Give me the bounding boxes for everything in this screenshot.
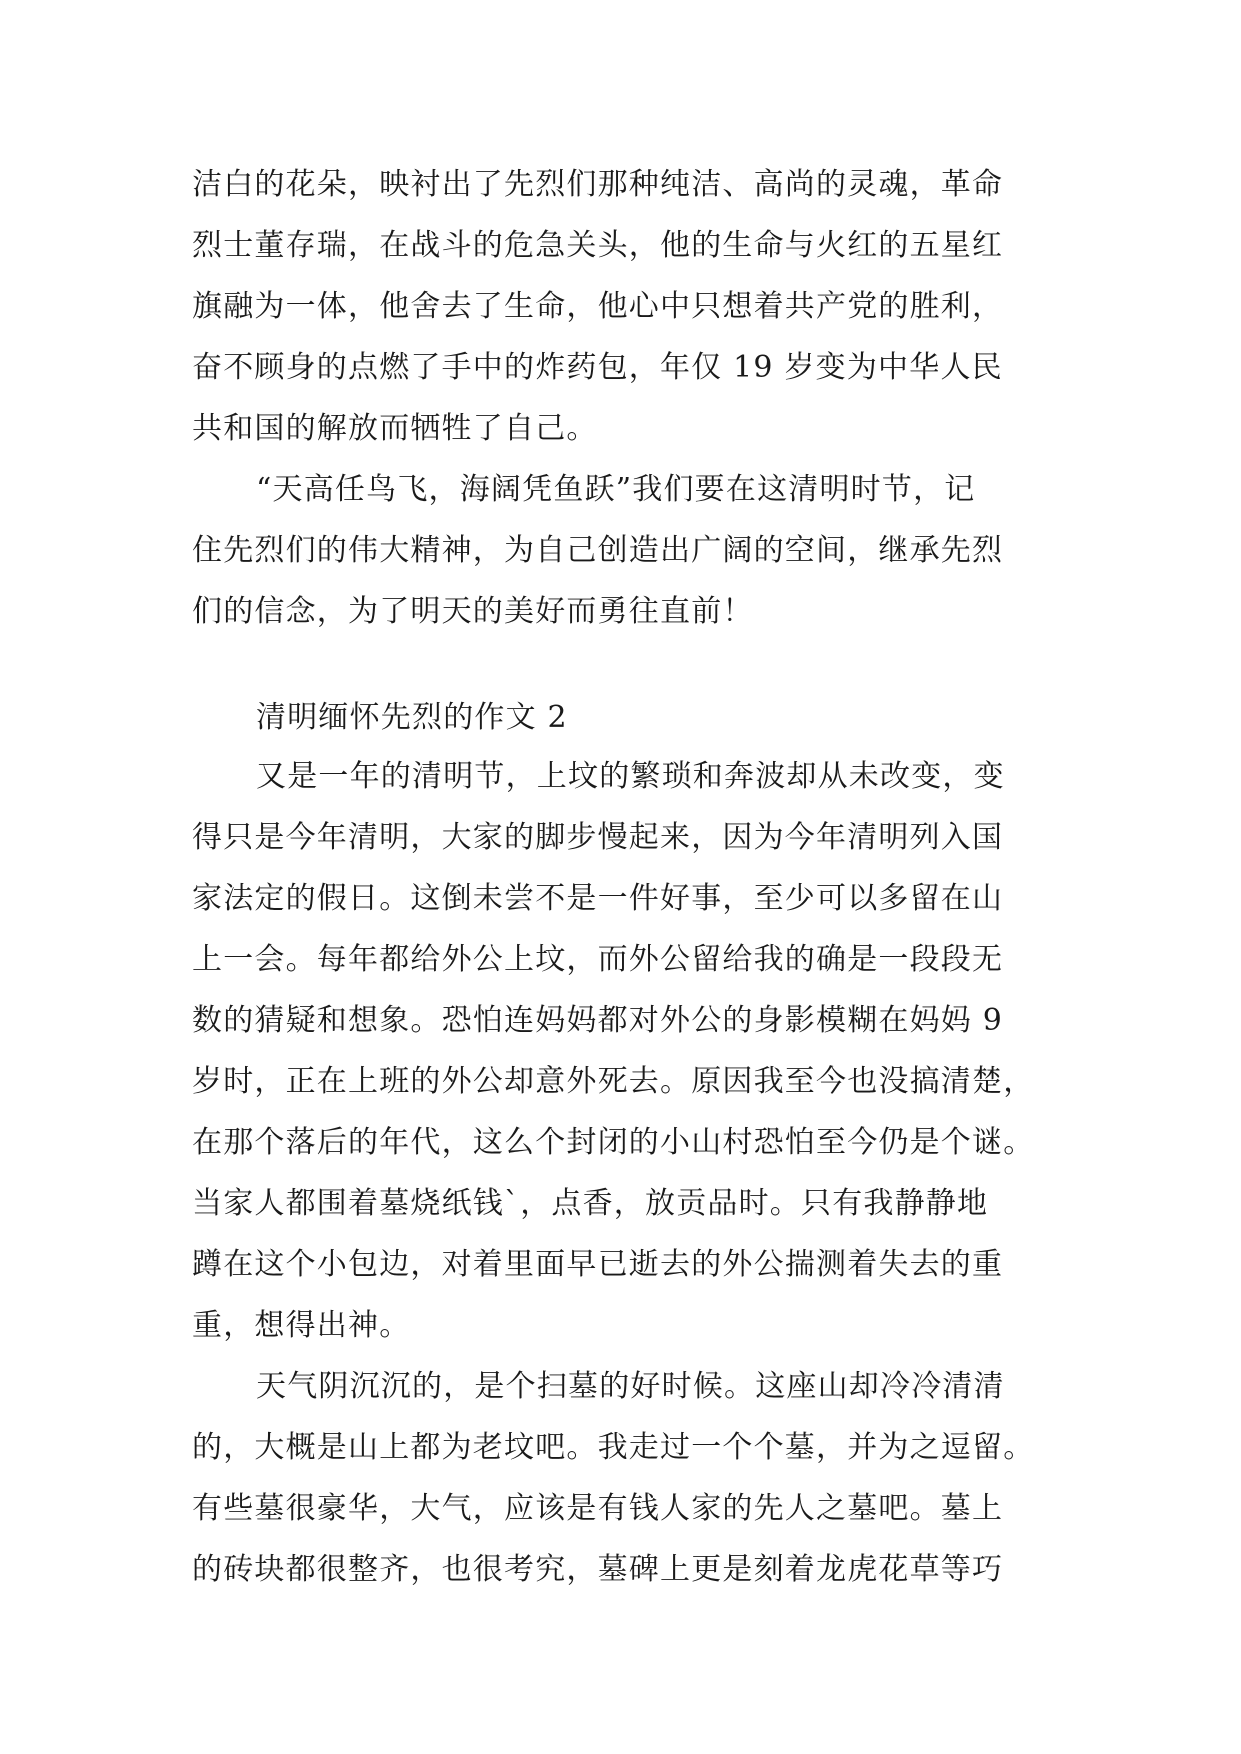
- paragraph-start: “天高任鸟飞，海阔凭鱼跃”我们要在这清明时节，记: [256, 472, 976, 507]
- paragraph-start: 又是一年的清明节，上坟的繁琐和奔波却从未改变，变: [256, 759, 1005, 794]
- text-line: 洁白的花朵，映衬出了先烈们那种纯洁、高尚的灵魂，革命: [192, 167, 1004, 202]
- text-line: 奋不顾身的点燃了手中的炸药包，年仅 19 岁变为中华人民: [192, 350, 1003, 385]
- text-line: 天气阴沉沉的，是个扫墓的好时候。这座山却冷冷清清: [256, 1369, 1005, 1404]
- text-line: 当家人都围着墓烧纸钱`，点香，放贡品时。只有我静静地: [192, 1186, 989, 1221]
- text-line: 岁时，正在上班的外公却意外死去。原因我至今也没搞清楚，: [192, 1064, 1035, 1099]
- text-line: 烈士董存瑞，在战斗的危急关头，他的生命与火红的五星红: [192, 228, 1004, 263]
- section-heading: 清明缅怀先烈的作文 2: [256, 700, 568, 735]
- text-line: 们的信念，为了明天的美好而勇往直前！: [192, 594, 754, 629]
- text-line: 的砖块都很整齐，也很考究，墓碑上更是刻着龙虎花草等巧: [192, 1552, 1004, 1587]
- text-line: 蹲在这个小包边，对着里面早已逝去的外公揣测着失去的重: [192, 1247, 1004, 1282]
- text-line: 家法定的假日。这倒未尝不是一件好事，至少可以多留在山: [192, 881, 1004, 916]
- text-line: 的，大概是山上都为老坟吧。我走过一个个墓，并为之逗留。: [192, 1430, 1035, 1465]
- text-line: 在那个落后的年代，这么个封闭的小山村恐怕至今仍是个谜。: [192, 1125, 1035, 1160]
- text-line: 上一会。每年都给外公上坟，而外公留给我的确是一段段无: [192, 942, 1004, 977]
- text-line: 重，想得出神。: [192, 1308, 411, 1343]
- text-line: 住先烈们的伟大精神，为自己创造出广阔的空间，继承先烈: [192, 533, 1004, 568]
- text-line: 得只是今年清明，大家的脚步慢起来，因为今年清明列入国: [192, 820, 1004, 855]
- text-line: 旗融为一体，他舍去了生命，他心中只想着共产党的胜利，: [192, 289, 1004, 324]
- text-line: 数的猜疑和想象。恐怕连妈妈都对外公的身影模糊在妈妈 9: [192, 1003, 1004, 1038]
- text-line: 有些墓很豪华，大气，应该是有钱人家的先人之墓吧。墓上: [192, 1491, 1004, 1526]
- text-line: 共和国的解放而牺牲了自己。: [192, 411, 598, 446]
